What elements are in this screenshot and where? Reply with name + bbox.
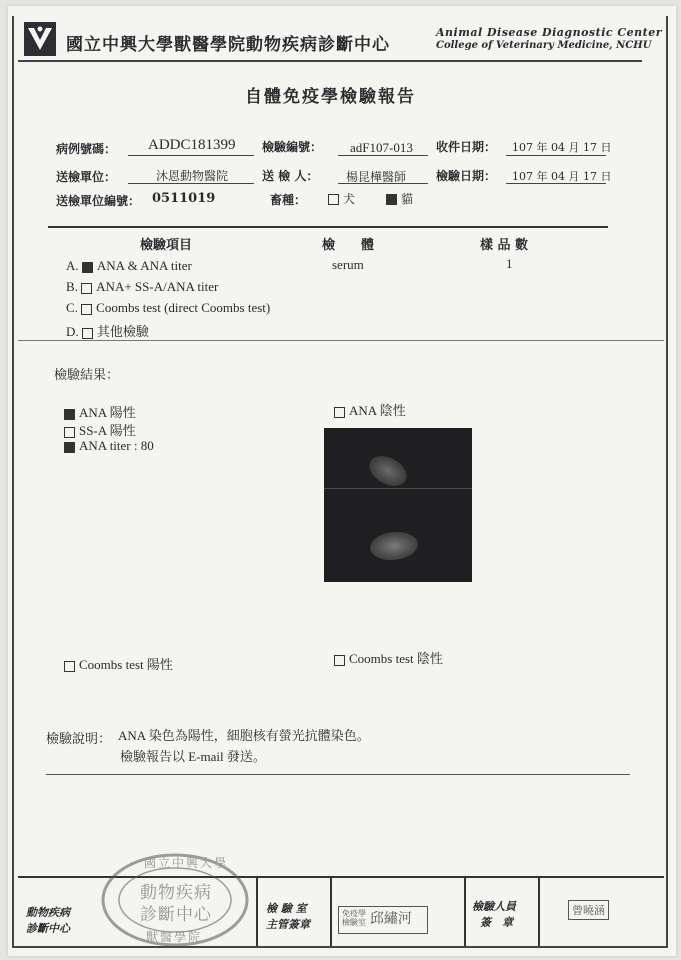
submitter-value: 楊昆樺醫師 [346, 170, 407, 184]
ssa-positive-checkbox [64, 427, 75, 438]
notes-line1: ANA 染色為陽性，細胞核有螢光抗體染色。 [118, 728, 370, 743]
submitter-label: 送 檢 人： [262, 169, 319, 183]
col-item-header: 檢驗項目 [140, 238, 193, 253]
fluorescent-cell [364, 450, 412, 492]
immunofluorescence-micrograph [324, 428, 472, 582]
received-date-underline [506, 155, 606, 156]
items-table-bottom-rule [18, 340, 664, 341]
species-cat-checkbox [386, 194, 397, 205]
unit-label: 送檢單位： [56, 170, 117, 184]
species-label: 畜種： [270, 193, 307, 207]
signature-divider-1 [256, 876, 258, 946]
lab-head-stamp-prefix: 免疫學 檢驗室 [342, 909, 366, 927]
header-divider [18, 60, 642, 62]
lab-head-stamp-name: 邱繡河 [369, 911, 412, 927]
row-d-checkbox [82, 328, 93, 339]
center-label-line2: 診斷中心 [26, 922, 70, 935]
row-a-checkbox [82, 262, 93, 273]
nchu-logo-icon [24, 22, 56, 56]
row-a-label: ANA & ANA titer [96, 258, 192, 273]
notes-line2: 檢驗報告以 E-mail 發送。 [120, 749, 266, 764]
result-ssa-positive [64, 420, 136, 439]
signature-divider-3 [464, 876, 466, 946]
test-no-label: 檢驗編號： [262, 140, 323, 154]
lab-head-label-line1: 檢 驗 室 [266, 902, 307, 915]
result-ana-positive [64, 402, 136, 421]
coombs-negative-text: Coombs test 陰性 [349, 651, 443, 666]
col-specimen-header: 檢 體 [322, 238, 375, 253]
notes-label: 檢驗說明： [46, 732, 112, 747]
items-row-d [66, 321, 149, 340]
seal-text-top: 國立中興大學 [144, 856, 229, 870]
row-prefix: D. [66, 324, 79, 339]
items-table-top-rule [48, 226, 608, 228]
inspector-stamp: 曾曉涵 [568, 900, 609, 920]
row-prefix: B. [66, 279, 78, 294]
micrograph-artifact-line [324, 488, 472, 489]
ana-titer-text: ANA titer : 80 [79, 438, 154, 453]
row-a-specimen: serum [332, 257, 364, 272]
report-title: 自體免疫學檢驗報告 [245, 87, 416, 107]
received-date-value: 107 年 04 月 17 日 [512, 141, 612, 154]
row-b-checkbox [81, 283, 92, 294]
institution-name-en-line1: Animal Disease Diagnostic Center [436, 26, 663, 39]
species-dog-checkbox [328, 194, 339, 205]
unit-code-value: 0511019 [152, 191, 216, 206]
row-c-checkbox [81, 304, 92, 315]
case-no-label: 病例號碼： [56, 142, 117, 156]
result-coombs-positive [64, 654, 173, 673]
result-ana-titer [64, 438, 154, 454]
row-prefix: A. [66, 258, 79, 273]
inspector-label-line1: 檢驗人員 [472, 900, 516, 913]
species-cat-option [386, 190, 413, 207]
ana-titer-checkbox [64, 442, 75, 453]
case-no-value: ADDC181399 [148, 137, 236, 153]
row-d-label: 其他檢驗 [96, 324, 149, 339]
unit-code-label: 送檢單位編號： [56, 194, 141, 208]
ana-negative-checkbox [334, 407, 345, 418]
inspector-label-line2: 簽 章 [480, 916, 513, 929]
coombs-positive-checkbox [64, 661, 75, 672]
case-no-underline [128, 155, 254, 156]
test-date-label: 檢驗日期： [436, 169, 497, 183]
coombs-negative-checkbox [334, 655, 345, 666]
species-dog-option [328, 190, 355, 207]
row-b-label: ANA+ SS-A/ANA titer [96, 279, 219, 294]
seal-text-middle1: 動物疾病 [140, 883, 212, 903]
result-ana-negative [334, 400, 406, 419]
center-label-line1: 動物疾病 [26, 906, 70, 919]
notes-divider [46, 774, 630, 775]
ana-positive-checkbox [64, 409, 75, 420]
test-no-underline [338, 155, 428, 156]
received-date-label: 收件日期： [436, 140, 497, 154]
signature-divider-4 [538, 876, 540, 946]
fluorescent-cell [369, 530, 420, 563]
lab-head-stamp [338, 906, 428, 934]
signature-divider-2 [330, 876, 332, 946]
coombs-positive-text: Coombs test 陽性 [79, 657, 173, 672]
species-dog-text: 犬 [343, 192, 356, 206]
test-date-value: 107 年 04 月 17 日 [512, 170, 612, 183]
institution-name-en-line2: College of Veterinary Medicine, NCHU [436, 40, 652, 51]
seal-text-middle2: 診斷中心 [140, 905, 212, 925]
official-seal-icon [100, 852, 250, 948]
ana-positive-text: ANA 陽性 [79, 405, 136, 420]
items-row-a [66, 258, 192, 274]
species-cat-text: 貓 [401, 192, 414, 206]
items-row-c [66, 300, 270, 316]
ana-negative-text: ANA 陰性 [349, 403, 406, 418]
ssa-positive-text: SS-A 陽性 [79, 423, 136, 438]
row-a-count: 1 [506, 256, 513, 271]
result-coombs-negative [334, 648, 443, 667]
submitter-underline [338, 183, 428, 184]
col-count-header: 樣 品 數 [480, 238, 529, 253]
test-date-underline [506, 183, 606, 184]
items-row-b [66, 279, 218, 295]
row-prefix: C. [66, 300, 78, 315]
unit-underline [128, 183, 254, 184]
seal-text-bottom: 獸醫學院 [146, 930, 203, 944]
lab-head-label-line2: 主管簽章 [266, 918, 310, 931]
unit-value: 沐恩動物醫院 [156, 169, 229, 183]
row-c-label: Coombs test (direct Coombs test) [96, 300, 271, 315]
institution-name-zh: 國立中興大學獸醫學院動物疾病診斷中心 [66, 35, 390, 55]
results-label: 檢驗結果： [54, 368, 120, 383]
test-no-value: adF107-013 [350, 140, 413, 155]
